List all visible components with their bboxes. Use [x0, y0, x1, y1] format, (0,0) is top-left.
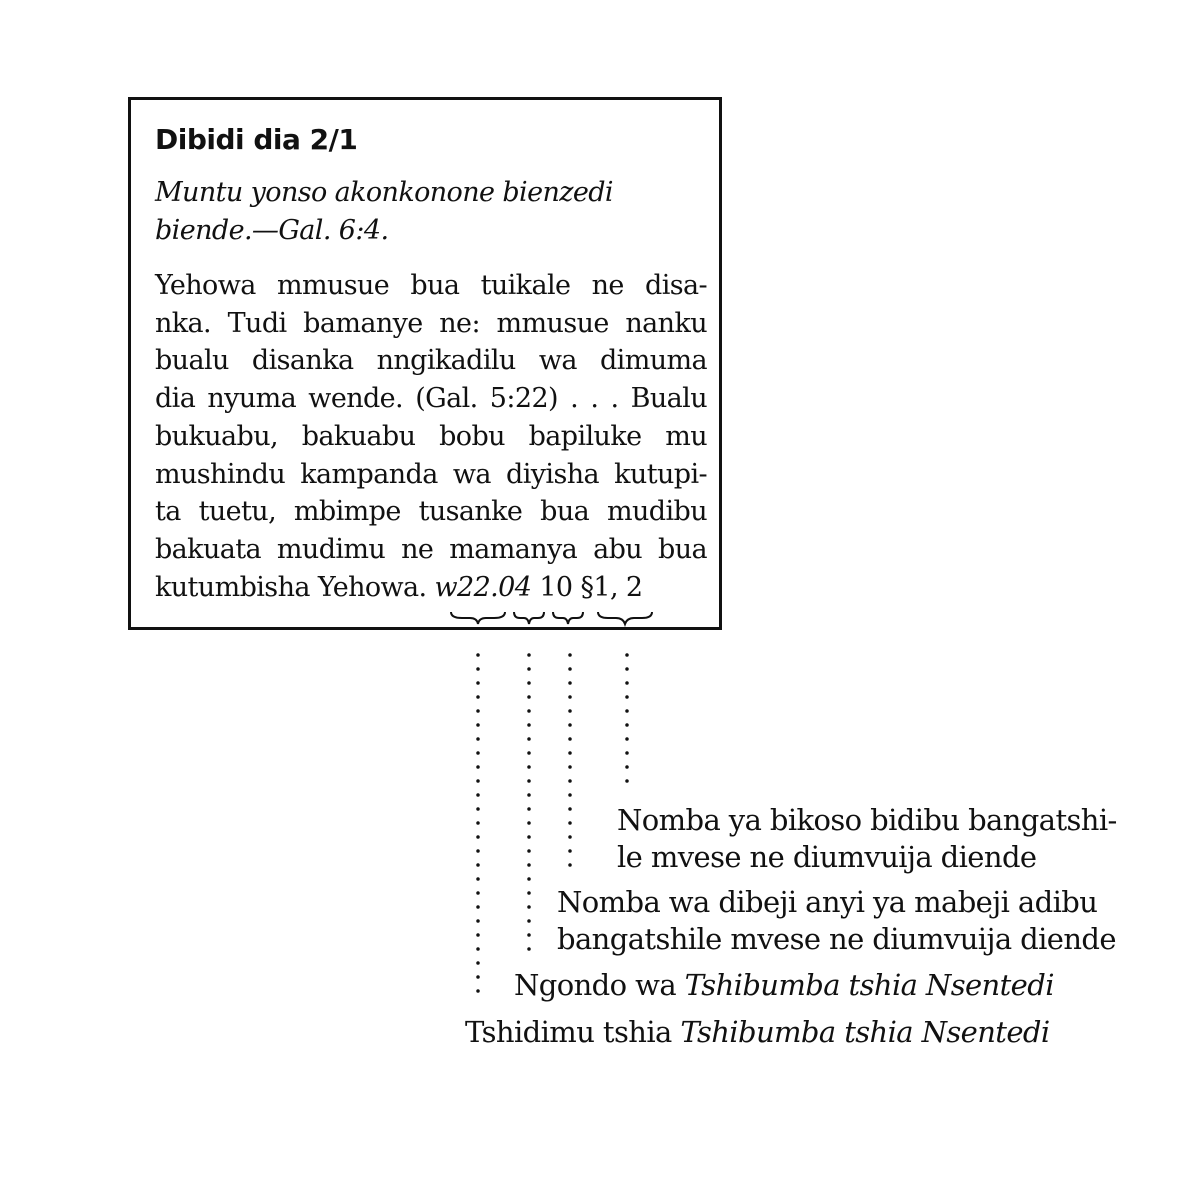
body-line: dia nyuma wende. (Gal. 5:22) . . . Bualu	[155, 383, 707, 415]
issue-label: Ngondo wa Tshibumba tshia Nsentedi	[514, 968, 1054, 1002]
body-line: nka. Tudi bamanye ne: mmusue nanku	[155, 307, 707, 339]
verse-line: biende.—Gal. 6:4.	[155, 215, 389, 246]
body-line: ta tuetu, mbimpe tusanke bua mudibu	[155, 496, 707, 528]
body-line: mushindu kampanda wa diyisha kutupi-	[155, 458, 707, 490]
body-last-line-text: kutumbisha Yehowa.	[155, 571, 427, 603]
body-line: Yehowa mmusue bua tuikale ne disa-	[155, 270, 707, 301]
paragraphs-brace	[598, 612, 652, 624]
reference-publication: w22.04	[434, 571, 532, 603]
paragraphs-label: Nomba ya bikoso bidibu bangatshi- le mvese ne diumvuija diende	[617, 803, 1117, 874]
verse-line: Muntu yonso akonkonone bienzedi	[155, 177, 613, 208]
body-line: bualu disanka nngikadilu wa dimuma	[155, 345, 707, 377]
card-title: Dibidi dia 2/1	[155, 123, 358, 156]
body-line: bakuata mudimu ne mamanya abu bua	[155, 533, 707, 565]
publication-brace	[451, 612, 505, 624]
year-label: Tshidimu tshia Tshibumba tshia Nsentedi	[465, 1015, 1050, 1049]
reference-paragraphs: §1, 2	[580, 571, 643, 603]
reference-page: 10	[539, 571, 573, 603]
body-line: bukuabu, bakuabu bobu bapiluke mu	[155, 420, 707, 452]
page-brace	[514, 612, 544, 624]
pages-brace	[553, 612, 583, 624]
page-label: Nomba wa dibeji anyi ya mabeji adibu bangatshile mvese ne diumvuija diende	[557, 885, 1116, 956]
